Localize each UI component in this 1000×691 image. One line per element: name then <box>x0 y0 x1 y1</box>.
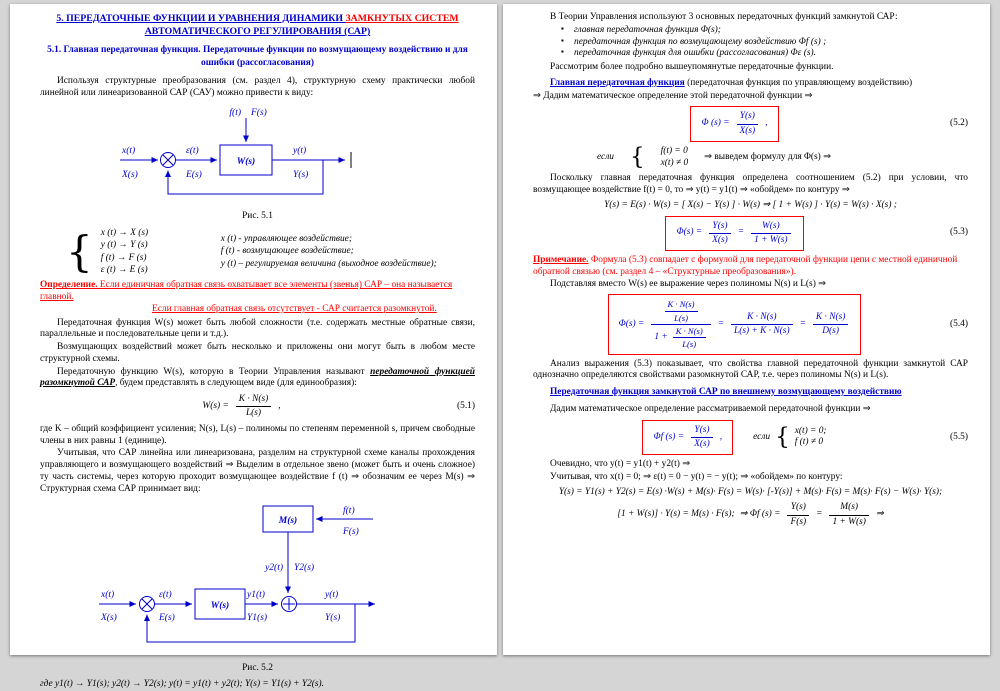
wires <box>120 118 351 194</box>
formula-5-2-box <box>690 106 778 142</box>
paragraph-substitute: Подставляя вместо W(s) ее выражение через полиномы N(s) и L(s) ⇒ <box>550 278 827 289</box>
fig1-label-Fs: F(s) <box>250 108 267 119</box>
left-brace: { <box>629 144 645 171</box>
figure-5-1-diagram <box>40 102 475 211</box>
fig2-label-yt: y(t) <box>324 590 338 601</box>
note-label: Примечание. <box>533 255 589 266</box>
fraction: $\frac{Y(s)}{X(s)}$ <box>737 111 759 137</box>
condition-stack: f(t) = 0 x(t) ≠ 0 <box>660 145 689 168</box>
fraction: $\frac{Y(s)}{F(s)}$ <box>787 502 809 528</box>
fig2-label-Es: E(s) <box>158 613 175 624</box>
paragraph-intro: Используя структурные преобразования (см. раздел 4), структурную схему практически любой линейной или линеаризованной САР (САУ) можно привести к виду: <box>40 75 475 98</box>
left-brace: { <box>66 226 93 276</box>
fraction: $\frac{W(s)}{1 + W(s)}$ <box>751 221 790 247</box>
paragraph-since: Поскольку главная передаточная функция определена соотношением (5.2) при условии, что возмущающее воздействие f(t) = 0, то ⇒ y(t) = y1(t) ⇒ «обойдем» по контуру ⇒ <box>533 173 968 196</box>
condition-stack: x(t) = 0; f (t) ≠ 0 <box>794 425 827 448</box>
paragraph-split-channels: Учитывая, что САР линейна или линеаризована, разделим на структурной схеме каналы прохождения управляющего и возмущающего воздействий ⇒ Выделим в отдельное звено (может быть и очень сложное) ту часть системы, через которую проходит возмущающее воздействие f (t) ⇒ обозначим ее через M(s) ⇒ Структурная схема САР принимает вид: <box>40 448 475 494</box>
mapping-desc: x (t) - управляющее воздействие; <box>220 234 352 245</box>
mapping-desc: y (t) – регулируемая величина (выходное воздействие); <box>220 258 437 269</box>
formula-5-4-box: Φ(s) = $\frac{K \cdot N(s)}{L(s)}$ 1 + $\frac{K \cdot N(s)}{L(s)}$ = $\frac{K \cdot N(s)}{L(s) + K \cdot N(s)}$ = $\frac{K \cdot N(s)}{D(s)}$ <box>608 294 862 354</box>
paragraph-fig2-legend: где y1(t) → Y1(s); y2(t) → Y2(s); y(t) = y1(t) + y2(t); Y(s) = Y1(s) + Y2(s). <box>40 678 325 689</box>
fig2-label-Xs: X(s) <box>100 613 117 624</box>
formula-tail: , <box>765 118 768 129</box>
if-word: если <box>597 151 614 162</box>
mapping-row: x (t) → X (s) <box>100 227 149 238</box>
formula-5-2 <box>533 106 968 142</box>
paragraph-definition-2: Дадим математическое определение рассматриваемой передаточной функции ⇒ <box>550 403 871 414</box>
signal-mapping <box>66 227 475 277</box>
formula-5-5-body <box>533 420 936 456</box>
formula-5-5-box <box>642 420 733 456</box>
formula-5-1 <box>40 394 475 420</box>
mapping-row: y (t) → Y (s) <box>100 240 148 251</box>
paragraph-open-loop-tf: Передаточную функцию W(s), которую в Теории Управления называют передаточной функцией разомкнутой САР, будем представлять в следующем виде (для единообразия): <box>40 366 475 389</box>
definition-label: Определение. <box>40 280 98 291</box>
formula-lhs: Φ(s) = <box>618 318 645 329</box>
fig1-label-Ys: Y(s) <box>292 170 308 181</box>
fig2-label-y2t: y2(t) <box>264 563 283 574</box>
formula-number: (5.5) <box>950 431 968 442</box>
formula-tail: , <box>719 431 723 442</box>
formula-number: (5.1) <box>457 401 475 412</box>
formula-lhs: W(s) = <box>202 401 229 412</box>
formula-5-4-body <box>533 294 936 354</box>
formula-5-3 <box>533 216 968 252</box>
equation-final <box>533 502 968 528</box>
figure-5-2-diagram <box>40 498 475 663</box>
fraction: $\frac{M(s)}{1 + W(s)}$ <box>829 502 868 528</box>
formula-5-4 <box>533 294 968 354</box>
fig2-label-y1t: y1(t) <box>246 590 265 601</box>
left-brace: { <box>775 424 790 451</box>
tf-bullet-list <box>561 25 968 60</box>
page-left <box>10 4 497 689</box>
equation-final-body: [1 + W(s)] · Y(s) = M(s) · F(s); ⇒ Φf (s) = $\frac{Y(s)}{F(s)}$ = $\frac{M(s)}{1 + W(s)}$ ⇒ <box>617 502 884 527</box>
paragraph-main-tf-2: ⇒ Дадим математическое определение этой передаточной функции ⇒ <box>533 90 813 101</box>
formula-tail: , <box>278 401 281 412</box>
fraction: $\frac{K \cdot N(s)}{D(s)}$ <box>813 312 848 338</box>
doc-title-part2: ЗАМКНУТЫХ СИСТЕМ <box>345 13 459 24</box>
fig1-label-Xs: X(s) <box>121 170 138 181</box>
paragraph-given: Учитывая, что x(t) = 0; ⇒ ε(t) = 0 − y(t) = − y(t); ⇒ «обойдем» по контуру: <box>550 471 843 482</box>
bullet-item: ▪ передаточная функция по возмущающему воздействию Φf (s) ; <box>561 37 968 49</box>
fig2-m-block-label: M(s) <box>278 516 297 527</box>
equation-loop-1: Y(s) = E(s) · W(s) = [ X(s) − Y(s) ] · W(s) ⇒ [ 1 + W(s) ] · Y(s) = W(s) · X(s) ; <box>604 199 897 210</box>
page-right <box>503 4 990 655</box>
formula-lhs: Φf (s) = <box>653 431 685 442</box>
fraction: $\frac{K \cdot N(s)}{L(s) + K \cdot N(s)}$ <box>731 312 793 338</box>
condition-then: ⇒ выведем формулу для Φ(s) ⇒ <box>704 151 831 162</box>
fraction: $\frac{K \cdot N(s)}{L(s)}$ <box>236 394 271 420</box>
formula-5-3-box: Φ(s) = $\frac{Y(s)}{X(s)}$ = $\frac{W(s)}{1 + W(s)}$ <box>665 216 803 252</box>
figure-5-1-caption: Рис. 5.1 <box>242 211 273 222</box>
condition-5-2 <box>597 146 968 170</box>
formula-5-1-body <box>40 394 443 420</box>
formula-number: (5.2) <box>950 118 968 129</box>
formula-5-2-body <box>533 106 936 142</box>
fig2-label-xt: x(t) <box>100 590 114 601</box>
paragraph-main-tf: Главная передаточная функция (передаточная функция по управляющему воздействию) <box>550 77 913 88</box>
fraction-numerator: $\frac{K \cdot N(s)}{L(s)}$ <box>651 299 710 325</box>
bullet-item: ▪ главная передаточная функция Φ(s); <box>561 25 968 37</box>
if-word: если <box>753 431 771 442</box>
formula-lhs: Φ(s) = <box>676 227 703 238</box>
disturbance-tf-heading: Передаточная функция замкнутой САР по внешнему возмущающему воздействию <box>550 387 902 398</box>
fig2-label-Y2s: Y2(s) <box>293 563 314 574</box>
paragraph-analysis: Анализ выражения (5.3) показывает, что свойства главной передаточной функции замкнутой САР однозначно определяются свойствами разомкнутой САР, т.е. через полиномы N(s) и L(s). <box>533 358 968 381</box>
note-text: Формула (5.3) совпадает с формулой для передаточной функции цепи с местной единичной обратной связью (см. раздел 4 – «Структурные преобразования»). <box>533 255 958 277</box>
formula-number: (5.3) <box>950 227 968 238</box>
fig2-label-Fs: F(s) <box>342 527 359 538</box>
fig2-label-et: ε(t) <box>158 590 172 601</box>
formula-5-5 <box>533 420 968 456</box>
mapping-row: f (t) → F (s) <box>100 252 147 263</box>
mapping-row: ε (t) → E (s) <box>100 265 148 276</box>
fig1-label-Es: E(s) <box>185 170 202 181</box>
definition-text-1: Если единичная обратная связь охватывает все элементы (звенья) САР – она называется главной. <box>40 280 453 303</box>
paragraph-where: где K – общий коэффициент усиления; N(s), L(s) – полиномы по степеням переменной s, причем свободные члены в них равны 1 (единице). <box>40 423 475 446</box>
bullet-item: ▪ передаточная функция для ошибки (рассогласования) Φε (s). <box>561 48 968 60</box>
formula-number: (5.4) <box>950 318 968 329</box>
fig1-label-yt: y(t) <box>292 146 306 157</box>
paragraph-disturbances: Возмущающих воздействий может быть несколько и приложены они могут быть в любом месте структурной схемы. <box>40 342 475 364</box>
fraction: $\frac{Y(s)}{X(s)}$ <box>691 425 713 451</box>
mapping-desc: f (t) - возмущающее воздействие; <box>220 246 354 257</box>
fig1-label-et: ε(t) <box>185 146 199 157</box>
section-5-1-title: 5.1. Главная передаточная функция. Передаточные функции по возмущающему воздействию и для ошибки (рассогласования) <box>47 45 468 69</box>
fig2-label-ft: f(t) <box>342 506 355 517</box>
mapping-column-signals <box>101 227 213 277</box>
paragraph-consider: Рассмотрим более подробно вышеупомянутые передаточные функции. <box>550 62 834 72</box>
block-diagram-5-2 <box>93 498 423 658</box>
formula-5-3-body <box>533 216 936 252</box>
fig1-label-xt: x(t) <box>121 146 135 157</box>
paragraph-w-complexity: Передаточная функция W(s) может быть любой сложности (т.е. содержать местные обратные связи, параллельные и последовательные цепи и т.д.). <box>40 317 475 340</box>
fig2-w-block-label: W(s) <box>210 601 229 612</box>
mapping-column-descriptions <box>221 233 437 270</box>
nested-fraction <box>651 299 710 349</box>
doc-title-part1: 5. ПЕРЕДАТОЧНЫЕ ФУНКЦИИ И УРАВНЕНИЯ ДИНАМИКИ <box>56 13 346 24</box>
definition-paragraph <box>40 280 475 304</box>
fig1-label-ft: f(t) <box>228 108 241 119</box>
main-tf-heading: Главная передаточная функция <box>550 77 685 88</box>
formula-lhs: Φ (s) = <box>701 118 730 129</box>
definition-text-2: Если главная обратная связь отсутствует - САР считается разомкнутой. <box>152 303 437 314</box>
fig2-label-Ys: Y(s) <box>324 613 340 624</box>
doc-title <box>40 12 475 38</box>
note-paragraph <box>533 255 968 279</box>
block-diagram-5-1 <box>108 102 408 206</box>
fraction: $\frac{Y(s)}{X(s)}$ <box>709 221 731 247</box>
equation-loop-2: Y(s) = Y1(s) + Y2(s) = E(s) ·W(s) + M(s)· F(s) = W(s)· [-Y(s)] + M(s)· F(s) = M(s)· F(s) − W(s)· Y(s); <box>558 486 943 497</box>
fig1-w-block-label: W(s) <box>236 157 255 168</box>
paragraph-three-tfs: В Теории Управления используют 3 основных передаточных функций замкнутой САР: <box>550 12 898 22</box>
open-loop-tf-term: передаточной функцией разомкнутой САР <box>40 366 475 389</box>
fraction-denominator: 1 + $\frac{K \cdot N(s)}{L(s)}$ <box>651 325 710 350</box>
figure-5-2-caption: Рис. 5.2 <box>242 663 273 673</box>
paragraph-obvious: Очевидно, что y(t) = y1(t) + y2(t) ⇒ <box>550 459 691 470</box>
doc-title-part3: АВТОМАТИЧЕСКОГО РЕГУЛИРОВАНИЯ (САР) <box>144 26 371 38</box>
fig2-label-Y1s: Y1(s) <box>246 613 267 624</box>
